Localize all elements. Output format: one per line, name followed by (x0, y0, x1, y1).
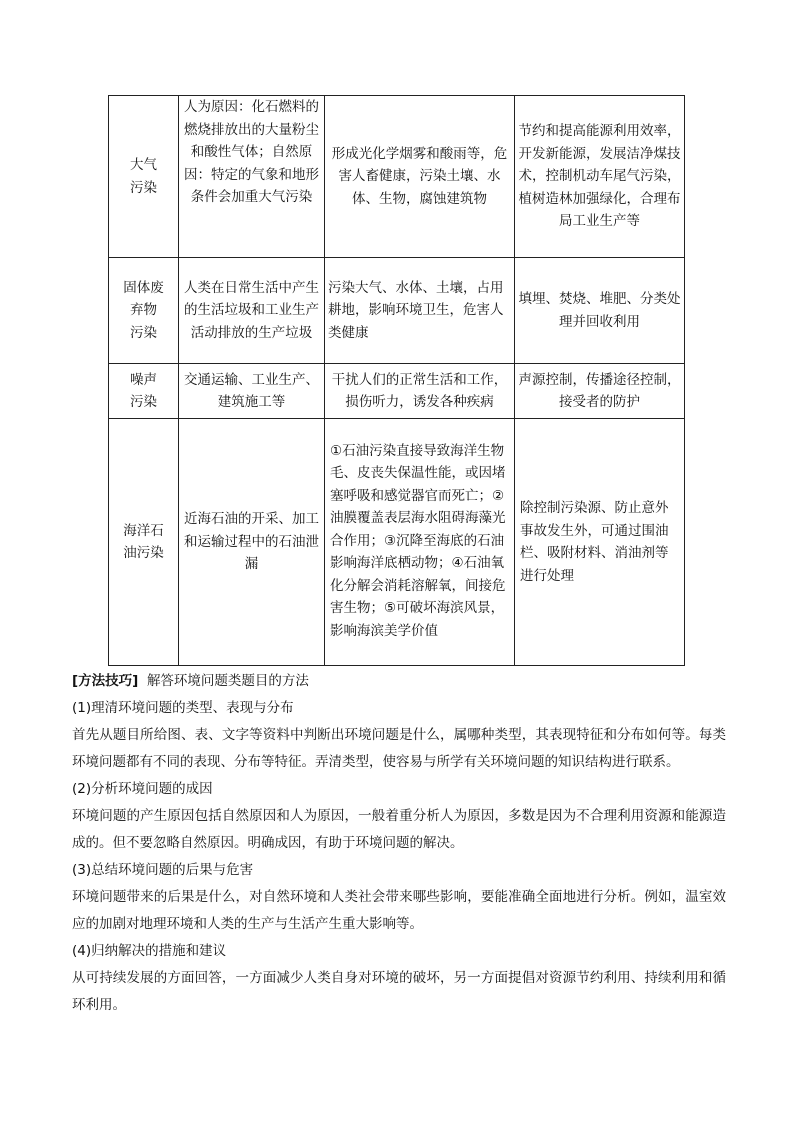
pollution-cause-cell: 人类在日常生活中产生的生活垃圾和工业生产活动排放的生产垃圾 (179, 258, 325, 364)
table-row-noise (109, 364, 685, 419)
pollution-type-cell: 海洋石 油污染 (109, 419, 179, 666)
method-title: 解答环境问题类题目的方法 (146, 673, 309, 689)
table-row-air (109, 96, 685, 258)
pollution-cause-cell: 交通运输、工业生产、建筑施工等 (179, 364, 325, 419)
pollution-measure-cell: 声源控制，传播途径控制，接受者的防护 (515, 364, 685, 419)
method-title-line (72, 668, 726, 695)
section-body: 从可持续发展的方面回答，一方面减少人类自身对环境的破坏，另一方面提倡对资源节约利用、持续利用和循环利用。 (72, 970, 726, 1013)
pollution-effect-cell: 形成光化学烟雾和酸雨等，危害人畜健康，污染土壤、水体、生物，腐蚀建筑物 (325, 96, 515, 258)
method-section (72, 668, 726, 1019)
method-tag: [方法技巧] (72, 673, 139, 689)
section-body: 环境问题的产生原因包括自然原因和人为原因，一般着重分析人为原因，多数是因为不合理利用资源和能源造成的。但不要忽略自然原因。明确成因，有助于环境问题的解决。 (72, 808, 726, 851)
pollution-effect-cell: 干扰人们的正常生活和工作，损伤听力，诱发各种疾病 (325, 364, 515, 419)
section-heading: (2)分析环境问题的成因 (72, 781, 213, 797)
section-heading: (4)归纳解决的措施和建议 (72, 943, 227, 959)
table-row-marine-oil (109, 419, 685, 666)
pollution-cause-cell: 近海石油的开采、加工和运输过程中的石油泄漏 (179, 419, 325, 666)
pollution-type-cell: 固体废 弃物 污染 (109, 258, 179, 364)
pollution-type-cell: 大气 污染 (109, 96, 179, 258)
section-body: 首先从题目所给图、表、文字等资料中判断出环境问题是什么，属哪种类型，其表现特征和分布如何等。每类环境问题都有不同的表现、分布等特征。弄清类型，使容易与所学有关环境问题的知识结构进行联系。 (72, 727, 726, 770)
section-body: 环境问题带来的后果是什么，对自然环境和人类社会带来哪些影响，要能准确全面地进行分析。例如，温室效应的加剧对地理环境和人类的生产与生活产生重大影响等。 (72, 889, 726, 932)
pollution-effect-cell: ①石油污染直接导致海洋生物毛、皮丧失保温性能，或因堵塞呼吸和感觉器官而死亡；②油膜覆盖表层海水阻碍海藻光合作用；③沉降至海底的石油影响海洋底栖动物；④石油氧化分解会消耗溶解氧，间接危害生物；⑤可破坏海滨风景，影响海滨美学价值 (325, 419, 515, 666)
section-heading: (1)理清环境问题的类型、表现与分布 (72, 700, 294, 716)
section-heading: (3)总结环境问题的后果与危害 (72, 862, 254, 878)
pollution-measure-cell: 节约和提高能源利用效率，开发新能源，发展洁净煤技术，控制机动车尾气污染，植树造林加强绿化，合理布局工业生产等 (515, 96, 685, 258)
table-row-solid-waste (109, 258, 685, 364)
pollution-measure-cell: 除控制污染源、防止意外事故发生外，可通过围油栏、吸附材料、消油剂等进行处理 (515, 419, 685, 666)
pollution-type-cell: 噪声 污染 (109, 364, 179, 419)
pollution-effect-cell: 污染大气、水体、土壤，占用耕地，影响环境卫生，危害人类健康 (325, 258, 515, 364)
pollution-measure-cell: 填埋、焚烧、堆肥、分类处理并回收利用 (515, 258, 685, 364)
pollution-table (108, 95, 685, 666)
pollution-cause-cell: 人为原因：化石燃料的燃烧排放出的大量粉尘和酸性气体；自然原因：特定的气象和地形条件会加重大气污染 (179, 96, 325, 258)
